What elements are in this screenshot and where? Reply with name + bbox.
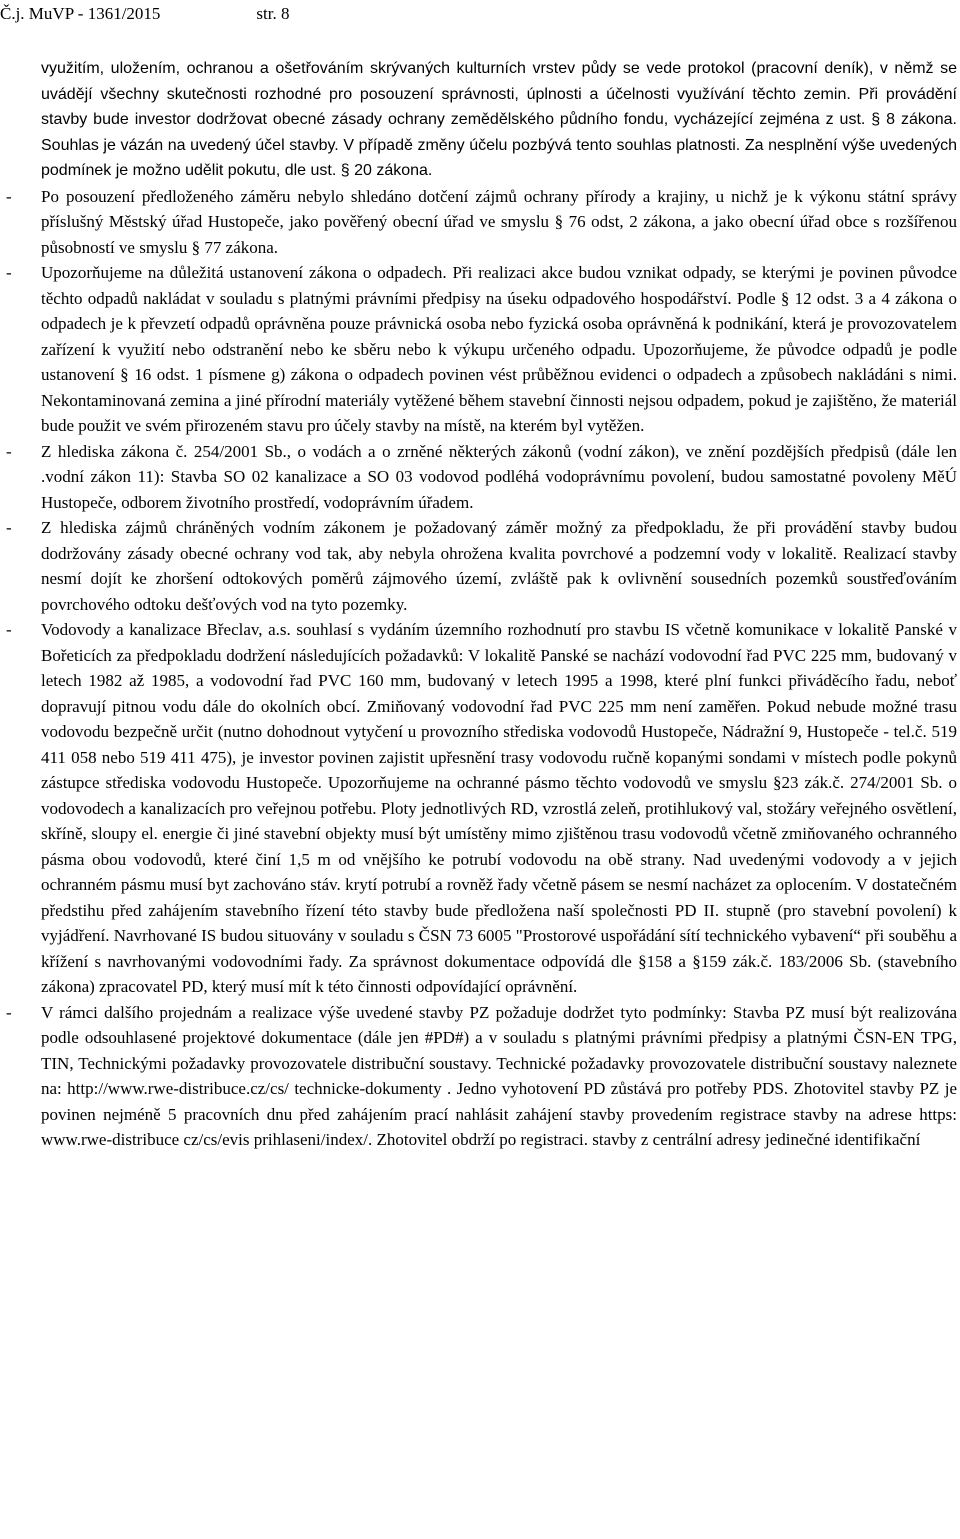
- list-item-text: Po posouzení předloženého záměru nebylo shledáno dotčení zájmů ochrany přírody a krajiny, u nichž je k výkonu státní správy příslušný Městský úřad Hustopeče, jako pověřený obecní úřad ve smyslu § 76 odst, 2 zákona, a jako obecní úřad obce s rozšířenou působností ve smyslu § 77 zákona.: [41, 186, 957, 257]
- list-item-text: Z hlediska zájmů chráněných vodním zákonem je požadovaný záměr možný za předpokladu, že při provádění stavby budou dodržovány zásady obecné ochrany vod tak, aby nebyla ohrožena kvalita povrchové a podzemní vody v lokalitě. Realizací stavby nesmí dojít ke zhoršení odtokových poměrů zájmového území, zvláště pak k ovlivnění sousedních pozemků soustřeďováním povrchového odtoku dešťových vod na tyto pozemky.: [41, 518, 957, 614]
- list-dash: -: [6, 620, 12, 639]
- page-header: [0, 3, 289, 25]
- list-item: [6, 439, 957, 516]
- intro-paragraph: využitím, uložením, ochranou a ošetřováním skrývaných kulturních vrstev půdy se vede protokol (pracovní deník), v němž se uvádějí všechny skutečnosti rozhodné pro posouzení správnosti, úplnosti a účelnosti využívání těchto zemin. Při provádění stavby bude investor dodržovat obecné zásady ochrany zemědělského půdního fondu, vycházející zejména z ust. § 8 zákona. Souhlas je vázán na uvedený účel stavby. V případě změny účelu pozbývá tento souhlas platnosti. Za nesplnění výše uvedených podmínek je možno udělit pokutu, dle ust. § 20 zákona.: [41, 60, 957, 179]
- list-item-text: Upozorňujeme na důležitá ustanovení zákona o odpadech. Při realizaci akce budou vznikat odpady, se kterými je povinen původce těchto odpadů nakládat v souladu s platnými právními předpisy na úseku odpadového hospodářství. Podle § 12 odst. 3 a 4 zákona o odpadech je k převzetí odpadů oprávněna pouze právnická osoba nebo fyzická osoba oprávněná k podnikání, která je provozovatelem zařízení k využití nebo odstranění nebo ke sběru nebo k výkupu určeného odpadu. Upozorňujeme, že původce odpadů je podle ustanovení § 16 odst. 1 písmene g) zákona o odpadech povinen vést průběžnou evidenci o odpadech a způsobech nakládáni s nimi. Nekontaminovaná zemina a jiné přírodní materiály vytěžené během stavební činnosti nejsou odpadem, pokud je zajištěno, že materiál bude použit ve svém přirozeném stavu pro účely stavby na místě, na kterém byl vytěžen.: [41, 263, 957, 435]
- list-item-text: V rámci dalšího projednám a realizace výše uvedené stavby PZ požaduje dodržet tyto podmínky: Stavba PZ musí být realizována podle odsouhlasené projektové dokumentace (dále jen #PD#) a v souladu s platnými právními předpisy a platnými ČSN-EN TPG, TIN, Technickými požadavky provozovatele distribuční soustavy. Technické požadavky provozovatele distribuční soustavy naleznete na: http://www.rwe-distribuce.cz/cs/ technicke-dokumenty . Jedno vyhotovení PD zůstává pro potřeby PDS. Zhotovitel stavby PZ je povinen nejméně 5 pracovních dnu před zahájením prací nahlásit zahájení stavby provedením registrace stavby na adrese https: www.rwe-distribuce cz/cs/evis prihlaseni/index/. Zhotovitel obdrží po registraci. stavby z centrální adresy jedinečné identifikační: [41, 1002, 957, 1149]
- list-item: [6, 184, 957, 261]
- document-body: [6, 56, 957, 1153]
- list-item: [6, 1000, 957, 1153]
- list-dash: -: [6, 1002, 12, 1022]
- list-item-text: Vodovody a kanalizace Břeclav, a.s. souhlasí s vydáním územního rozhodnutí pro stavbu IS včetně komunikace v lokalitě Panské v Bořeticích za předpokladu dodržení následujících požadavků: V lokalitě Panské se nachází vodovodní řad PVC 225 mm, budovaný v letech 1982 až 1985, a vodovodní řad PVC 160 mm, budovaný v letech 1995 a 1998, které plní funkci přiváděcího řadu, neboť dopravují pitnou vodu dále do okolních obcí. Zmiňovaný vodovodní řad PVC 225 mm není zaměřen. Pokud nebude možné trasu vodovodu bezpečně určit (nutno dohodnout vytyčení u provozního střediska vodovodů Hustopeče, Nádražní 9, Hustopeče - tel.č. 519 411 058 nebo 519 411 475), je investor povinen zajistit upřesnění trasy vodovodu ručně kopanými sondami v místech podle pokynů zástupce střediska vodovodu Hustopeče. Upozorňujeme na ochranné pásmo těchto vodovodů ve smyslu §23 zák.č. 274/2001 Sb. o vodovodech a kanalizacích pro veřejnou potřebu. Ploty jednotlivých RD, vzrostlá zeleň, protihlukový val, stožáry veřejného osvětlení, skříně, sloupy el. energie či jiné stavební objekty musí být umístěny mimo zjištěnou trasu vodovodů včetně zmiňovaného ochranného pásma obou vodovodů, které činí 1,5 m od vnějšího ke potrubí vodovodu na obě strany. Nad uvedenými vodovody a v jejich ochranném pásmu musí byt zachováno stáv. krytí potrubí a rovněž řady včetně pásem se nesmí nacházet za oplocením. V dostatečném předstihu před zahájením stavebního řízení této stavby bude předložena naší společnosti PD II. stupně (pro stavební povolení) k vyjádření. Navrhované IS budou situovány v souladu s ČSN 73 6005 "Prostorové uspořádání sítí technického vybavení“ při souběhu a křížení s navrhovanými vodovodními řady. Za správnost dokumentace odpovídá dle §158 a §159 zák.č. 183/2006 Sb. (stavebního zákona) zpracovatel PD, který musí mít k této činnosti odpovídající oprávnění.: [41, 620, 957, 996]
- reference-number: Č.j. MuVP - 1361/2015: [0, 4, 161, 23]
- list-dash: -: [6, 263, 12, 282]
- page-number: str. 8: [256, 4, 290, 23]
- list-item: [6, 260, 957, 439]
- list-item-text: Z hlediska zákona č. 254/2001 Sb., o vodách a o zrněné některých zákonů (vodní zákon), ve znění pozdějších předpisů (dále len .vodní zákon 11): Stavba SO 02 kanalizace a SO 03 vodovod podléhá vodoprávnímu povolení, budou samostatné povoleny MěÚ Hustopeče, odborem životního prostředí, vodoprávním úřadem.: [41, 441, 957, 512]
- list-item: [6, 617, 957, 1000]
- list-dash: -: [6, 186, 12, 206]
- list-dash: -: [6, 441, 12, 461]
- list-item: [6, 515, 957, 617]
- list-dash: -: [6, 518, 12, 537]
